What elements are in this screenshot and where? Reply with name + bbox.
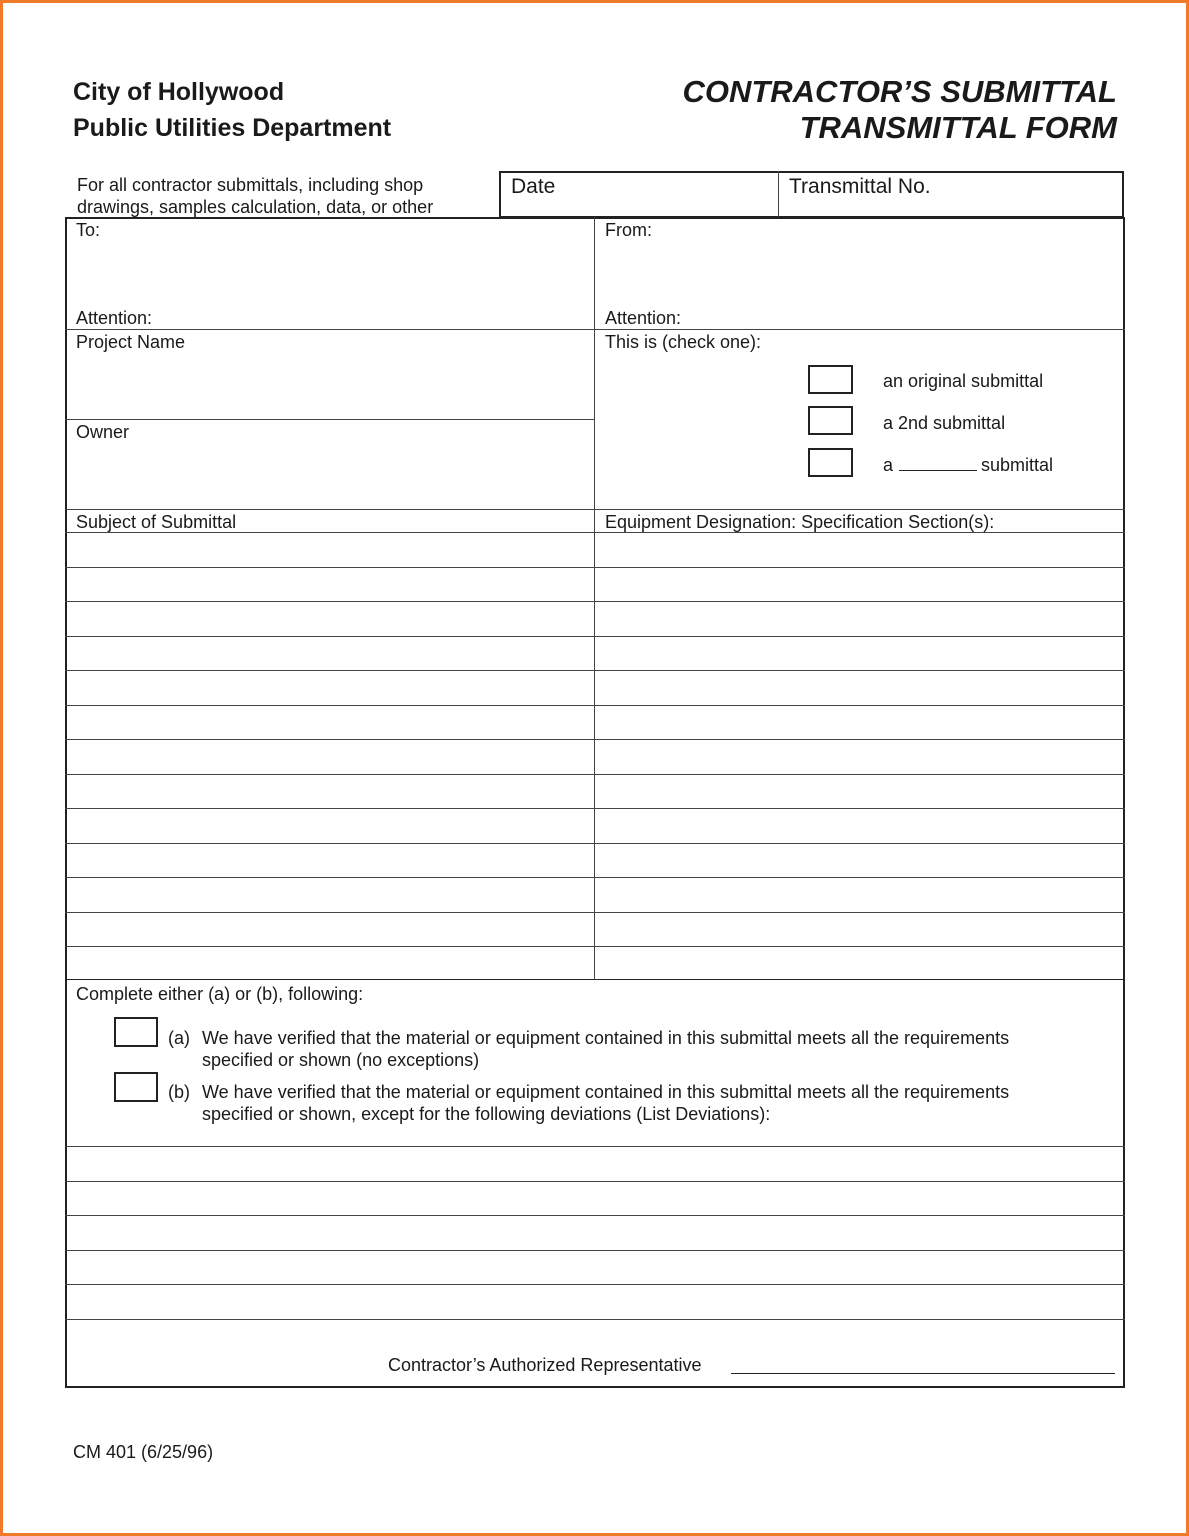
signature-label: Contractor’s Authorized Representative bbox=[388, 1355, 702, 1375]
deviation-row-line bbox=[65, 1250, 1125, 1251]
divider bbox=[778, 171, 779, 218]
table-row-line bbox=[65, 532, 1125, 533]
equipment-cell[interactable] bbox=[597, 914, 1122, 945]
owner-label: Owner bbox=[76, 422, 130, 442]
equipment-cell[interactable] bbox=[597, 741, 1122, 772]
equipment-cell[interactable] bbox=[597, 707, 1122, 738]
project-name-field[interactable] bbox=[67, 354, 592, 416]
option-b-line1: We have verified that the material or equipment contained in this submittal meets all the requirements bbox=[202, 1082, 1010, 1102]
owner-field[interactable] bbox=[67, 444, 592, 506]
from-label: From: bbox=[605, 220, 652, 240]
subject-cell[interactable] bbox=[67, 879, 592, 910]
equipment-label: Equipment Designation: Specification Section(s): bbox=[605, 512, 995, 532]
table-row-line bbox=[65, 705, 1125, 706]
option-a-marker: (a) bbox=[168, 1028, 190, 1048]
subject-cell[interactable] bbox=[67, 569, 592, 600]
form-title-line1: CONTRACTOR’S SUBMITTAL bbox=[682, 74, 1117, 109]
date-label: Date bbox=[511, 175, 556, 198]
from-field[interactable] bbox=[597, 242, 1122, 304]
form-title-line2: TRANSMITTAL FORM bbox=[799, 110, 1117, 145]
subject-cell[interactable] bbox=[67, 810, 592, 841]
subject-cell[interactable] bbox=[67, 914, 592, 945]
deviation-row-line bbox=[65, 1146, 1125, 1147]
org-name: City of Hollywood bbox=[73, 78, 285, 106]
subject-cell[interactable] bbox=[67, 707, 592, 738]
table-row-line bbox=[65, 636, 1125, 637]
department-name: Public Utilities Department bbox=[73, 114, 392, 142]
row-divider bbox=[65, 329, 1125, 330]
row-divider bbox=[65, 509, 1125, 510]
option-a-checkbox[interactable] bbox=[114, 1017, 158, 1047]
table-row-line bbox=[65, 877, 1125, 878]
equipment-cell[interactable] bbox=[597, 569, 1122, 600]
subject-cell[interactable] bbox=[67, 672, 592, 703]
deviation-field[interactable] bbox=[67, 1148, 1122, 1179]
subject-cell[interactable] bbox=[67, 845, 592, 876]
equipment-cell[interactable] bbox=[597, 810, 1122, 841]
equipment-cell[interactable] bbox=[597, 845, 1122, 876]
intro-line1: For all contractor submittals, including shop bbox=[77, 175, 424, 195]
attention-right-label: Attention: bbox=[605, 308, 682, 328]
subject-cell[interactable] bbox=[67, 741, 592, 772]
deviation-field[interactable] bbox=[67, 1183, 1122, 1214]
option-b-checkbox[interactable] bbox=[114, 1072, 158, 1102]
deviation-row-line bbox=[65, 1319, 1125, 1320]
intro-line2: drawings, samples calculation, data, or other bbox=[77, 197, 434, 217]
original-submittal-checkbox[interactable] bbox=[808, 365, 853, 394]
signature-line[interactable] bbox=[731, 1358, 1115, 1374]
option-a-line2: specified or shown (no exceptions) bbox=[202, 1050, 480, 1070]
attention-left-label: Attention: bbox=[76, 308, 153, 328]
other-submittal-label: a submittal bbox=[883, 455, 1054, 475]
equipment-cell[interactable] bbox=[597, 948, 1122, 979]
option-b-marker: (b) bbox=[168, 1082, 190, 1102]
equipment-cell[interactable] bbox=[597, 534, 1122, 565]
subject-cell[interactable] bbox=[67, 603, 592, 634]
table-row-line bbox=[65, 843, 1125, 844]
deviation-field[interactable] bbox=[67, 1286, 1122, 1317]
subject-label: Subject of Submittal bbox=[76, 512, 237, 532]
equipment-cell[interactable] bbox=[597, 603, 1122, 634]
center-divider bbox=[594, 217, 595, 981]
table-row-line bbox=[65, 808, 1125, 809]
to-label: To: bbox=[76, 220, 101, 240]
subject-cell[interactable] bbox=[67, 948, 592, 979]
deviation-row-line bbox=[65, 1284, 1125, 1285]
second-submittal-checkbox[interactable] bbox=[808, 406, 853, 435]
equipment-cell[interactable] bbox=[597, 776, 1122, 807]
deviation-row-line bbox=[65, 1181, 1125, 1182]
second-submittal-label: a 2nd submittal bbox=[883, 413, 1006, 433]
table-row-line bbox=[65, 567, 1125, 568]
to-field[interactable] bbox=[67, 242, 592, 304]
table-row-line bbox=[65, 739, 1125, 740]
form-code: CM 401 (6/25/96) bbox=[73, 1442, 214, 1462]
complete-heading: Complete either (a) or (b), following: bbox=[76, 984, 364, 1004]
transmittal-no-label: Transmittal No. bbox=[789, 175, 931, 198]
table-row-line bbox=[65, 601, 1125, 602]
option-b-line2: specified or shown, except for the following deviations (List Deviations): bbox=[202, 1104, 771, 1124]
table-row-line bbox=[65, 912, 1125, 913]
equipment-cell[interactable] bbox=[597, 672, 1122, 703]
table-row-line bbox=[65, 774, 1125, 775]
date-field[interactable] bbox=[500, 190, 776, 216]
check-one-label: This is (check one): bbox=[605, 332, 762, 352]
original-submittal-label: an original submittal bbox=[883, 371, 1044, 391]
project-name-label: Project Name bbox=[76, 332, 186, 352]
table-row-line bbox=[65, 946, 1125, 947]
subject-cell[interactable] bbox=[67, 776, 592, 807]
subject-cell[interactable] bbox=[67, 534, 592, 565]
table-row-line bbox=[65, 670, 1125, 671]
equipment-cell[interactable] bbox=[597, 879, 1122, 910]
transmittal-no-field[interactable] bbox=[780, 190, 1122, 216]
option-a-line1: We have verified that the material or equipment contained in this submittal meets all the requirements bbox=[202, 1028, 1010, 1048]
row-divider bbox=[65, 419, 595, 420]
other-submittal-blank[interactable] bbox=[899, 456, 977, 471]
deviation-field[interactable] bbox=[67, 1252, 1122, 1283]
deviation-row-line bbox=[65, 1215, 1125, 1216]
subject-cell[interactable] bbox=[67, 638, 592, 669]
other-submittal-checkbox[interactable] bbox=[808, 448, 853, 477]
equipment-cell[interactable] bbox=[597, 638, 1122, 669]
deviation-field[interactable] bbox=[67, 1217, 1122, 1248]
